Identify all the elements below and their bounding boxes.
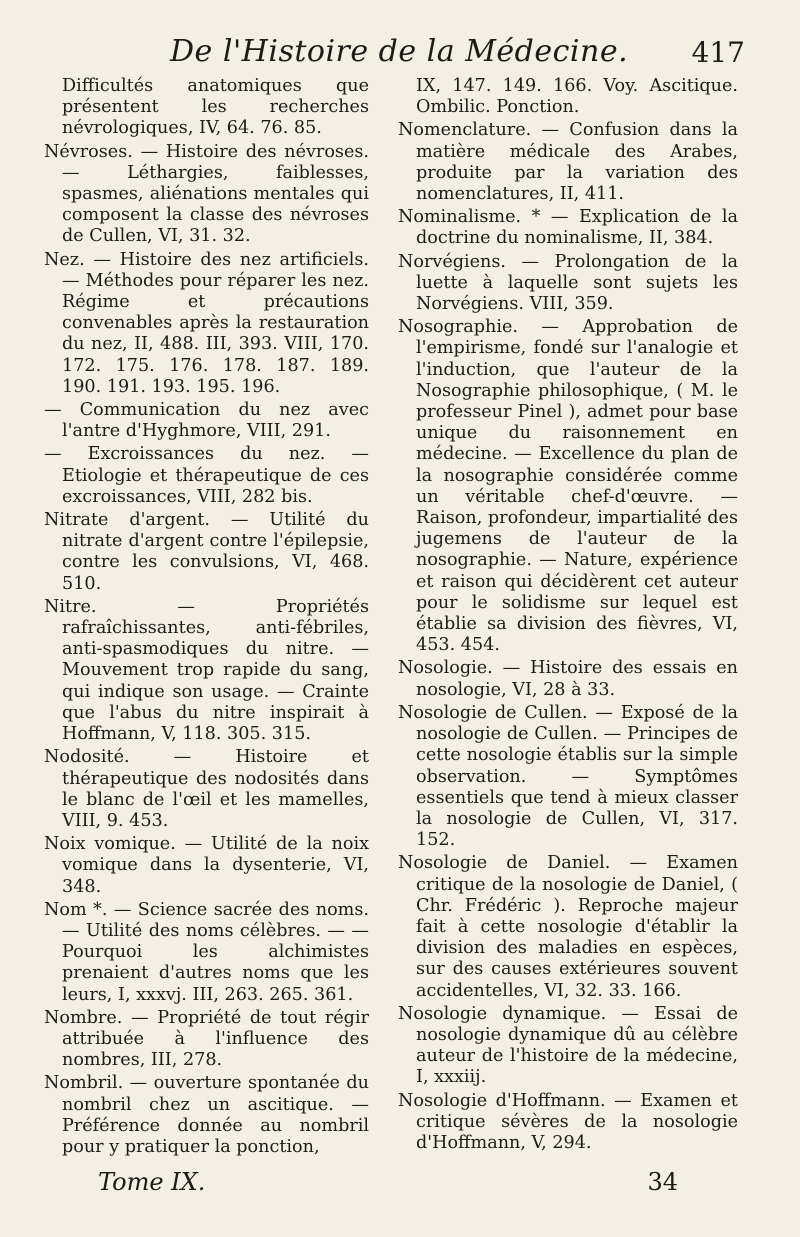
index-entry: — Communication du nez avec l'antre d'Hyghmore, VIII, 291. xyxy=(44,400,369,442)
index-entry: Névroses. — Histoire des névroses. — Léthargies, faiblesses, spasmes, aliénations mentales qui composent la classe des névroses de Cullen, VI, 31. 32. xyxy=(44,141,369,247)
running-title: De l'Histoire de la Médecine. xyxy=(170,34,629,69)
index-column-right xyxy=(398,76,738,1156)
page-footer xyxy=(98,1168,678,1202)
index-entry: Nosologie de Daniel. — Examen critique de la nosologie de Daniel, ( Chr. Frédéric ). Reproche majeur fait à cette nosologie d'établir la division des maladies en espèces, sur des causes extérieures souvent accidentelles, VI, 32. 33. 166. xyxy=(398,853,738,1001)
index-entry: Nosographie. — Approbation de l'empirisme, fondé sur l'analogie et l'induction, que l'auteur de la Nosographie philosophique, ( M. le professeur Pinel ), admet pour base unique du raisonnement en médecine. — Excellence du plan de la nosographie considérée comme un véritable chef-d'œuvre. — Raison, profondeur, impartialité des jugemens de l'auteur de la nosographie. — Nature, expérience et raison qui décidèrent cet auteur pour le solidisme sur lequel est établie sa division des fièvres, VI, 453. 454. xyxy=(398,317,738,656)
index-entry: Nomenclature. — Confusion dans la matière médicale des Arabes, produite par la variation des nomenclatures, II, 411. xyxy=(398,120,738,205)
index-entry: Difficultés anatomiques que présentent les recherches névrologiques, IV, 64. 76. 85. xyxy=(62,76,369,139)
index-entry: Nombril. — ouverture spontanée du nombril chez un ascitique. — Préférence donnée au nombril pour y pratiquer la ponction, xyxy=(44,1073,369,1157)
index-entry: Nombre. — Propriété de tout régir attribuée à l'influence des nombres, III, 278. xyxy=(44,1007,369,1071)
index-entry: Nitrate d'argent. — Utilité du nitrate d'argent contre l'épilepsie, contre les convulsions, VI, 468. 510. xyxy=(44,510,369,594)
index-entry: Nosologie de Cullen. — Exposé de la nosologie de Cullen. — Principes de cette nosologie établis sur la simple observation. — Symptômes essentiels que tend à mieux classer la nosologie de Cullen, VI, 317. 152. xyxy=(398,702,738,851)
index-entry: Nitre. — Propriétés rafraîchissantes, anti-fébriles, anti-spasmodiques du nitre. — Mouvement trop rapide du sang, qui indique son usage. — Crainte que l'abus du nitre inspirait à Hoffmann, V, 118. 305. 315. xyxy=(44,596,369,745)
index-entry: Norvégiens. — Prolongation de la luette à laquelle sont sujets les Norvégiens. VIII, 359. xyxy=(398,251,738,315)
running-header xyxy=(170,34,745,74)
index-entry: Nosologie d'Hoffmann. — Examen et critique sévères de la nosologie d'Hoffmann, V, 294. xyxy=(398,1090,738,1153)
page-number: 417 xyxy=(691,36,745,69)
index-entry: IX, 147. 149. 166. Voy. Ascitique. Ombilic. Ponction. xyxy=(416,76,738,118)
index-entry: Nosologie dynamique. — Essai de nosologie dynamique dû au célèbre auteur de l'histoire de la médecine, I, xxxiij. xyxy=(398,1003,738,1088)
index-entry: Noix vomique. — Utilité de la noix vomique dans la dysenterie, VI, 348. xyxy=(44,834,369,897)
index-entry: Nosologie. — Histoire des essais en nosologie, VI, 28 à 33. xyxy=(398,658,738,700)
index-column-left xyxy=(44,76,369,1160)
index-entry: Nodosité. — Histoire et thérapeutique des nodosités dans le blanc de l'œil et les mamelles, VIII, 9. 453. xyxy=(44,747,369,831)
index-entry: — Excroissances du nez. — Etiologie et thérapeutique de ces excroissances, VIII, 282 bis. xyxy=(44,444,369,507)
index-entry: Nom *. — Science sacrée des noms. — Utilité des noms célèbres. — — Pourquoi les alchimistes prenaient d'autres noms que les leurs, I, xxxvj. III, 263. 265. 361. xyxy=(44,899,369,1005)
index-entry: Nominalisme. * — Explication de la doctrine du nominalisme, II, 384. xyxy=(398,207,738,249)
tome-label: Tome IX. xyxy=(98,1168,206,1196)
signature-mark: 34 xyxy=(647,1168,678,1196)
index-entry: Nez. — Histoire des nez artificiels. — Méthodes pour réparer les nez. Régime et précautions convenables après la restauration du nez, II, 488. III, 393. VIII, 170. 172. 175. 176. 178. 187. 189. 190. 191. 193. 195. 196. xyxy=(44,249,369,397)
